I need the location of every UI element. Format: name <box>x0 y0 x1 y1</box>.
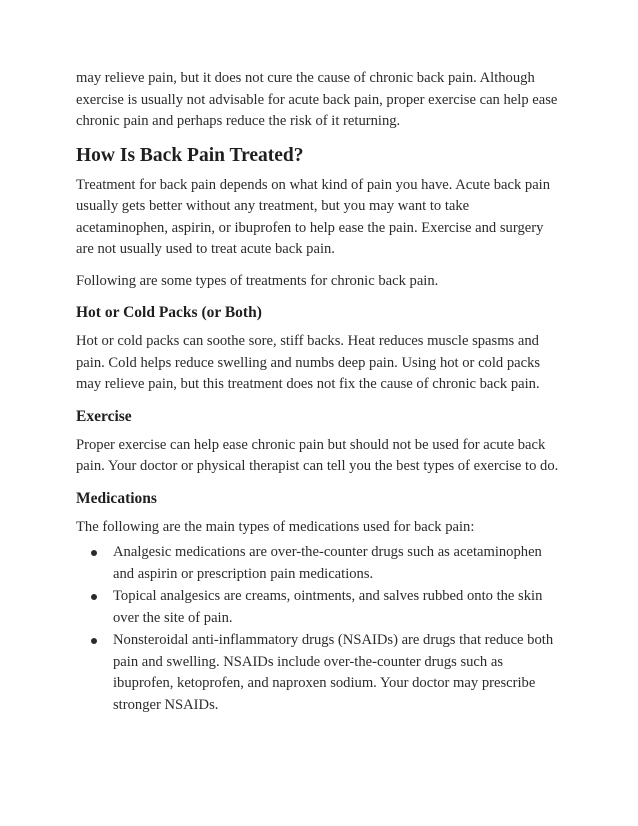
section-heading-treatment: How Is Back Pain Treated? <box>76 144 304 166</box>
list-item <box>76 586 562 629</box>
subheading-medications: Medications <box>76 489 157 507</box>
bullet-icon <box>91 550 97 556</box>
treatment-paragraph: Treatment for back pain depends on what kind of pain you have. Acute back pain usually gets better without any treatment, but you may want to take acetaminophen, aspirin, or ibuprofen to help ease the pain. Exercise and surgery are not usually used to treat acute back pain. <box>76 176 551 257</box>
subheading-exercise: Exercise <box>76 407 132 425</box>
exercise-paragraph: Proper exercise can help ease chronic pain but should not be used for acute back pain. Your doctor or physical therapist can tell you the best types of exercise to do. <box>76 436 559 474</box>
bullet-icon <box>91 594 97 600</box>
list-item-text: Analgesic medications are over-the-counter drugs such as acetaminophen and aspirin or prescription pain medications. <box>113 544 542 582</box>
medications-intro: The following are the main types of medications used for back pain: <box>76 518 475 535</box>
subheading-hot-cold-packs: Hot or Cold Packs (or Both) <box>76 304 262 321</box>
medications-list <box>76 542 562 716</box>
list-item <box>76 542 562 585</box>
bullet-icon <box>91 638 97 644</box>
list-item <box>76 630 562 716</box>
list-item-text: Nonsteroidal anti-inflammatory drugs (NSAIDs) are drugs that reduce both pain and swelling. NSAIDs include over-the-counter drugs such as ibuprofen, ketoprofen, and naproxen sodium. Your doctor may prescribe stronger NSAIDs. <box>113 632 554 713</box>
chronic-treatments-paragraph: Following are some types of treatments for chronic back pain. <box>76 272 439 289</box>
list-item-text: Topical analgesics are creams, ointments, and salves rubbed onto the skin over the site of pain. <box>113 588 543 626</box>
hot-cold-paragraph: Hot or cold packs can soothe sore, stiff backs. Heat reduces muscle spasms and pain. Cold helps reduce swelling and numbs deep pain. Using hot or cold packs may relieve pain, but this treatment does not fix the cause of chronic back pain. <box>76 333 541 392</box>
intro-paragraph: may relieve pain, but it does not cure the cause of chronic back pain. Although exercise is usually not advisable for acute back pain, proper exercise can help ease chronic pain and perhaps reduce the risk of it returning. <box>76 70 558 129</box>
